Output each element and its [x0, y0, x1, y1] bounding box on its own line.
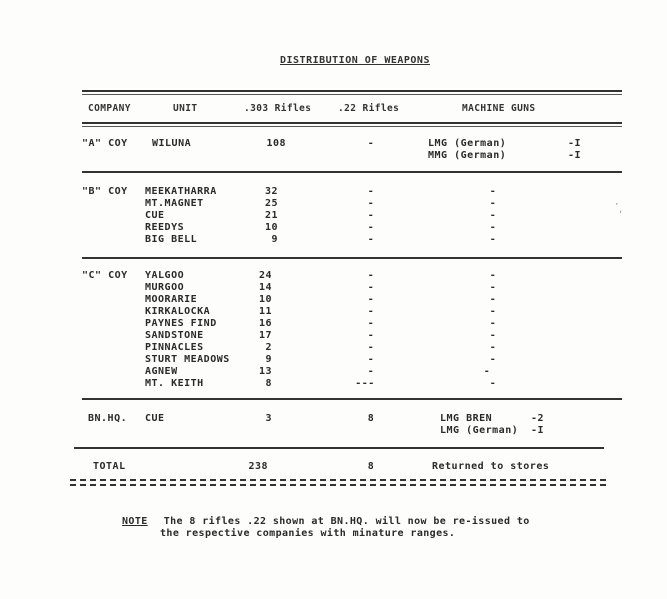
company-label: BN.HQ. — [88, 413, 128, 424]
mg-value: - — [489, 234, 497, 245]
unit-name: AGNEW — [145, 366, 178, 377]
mg-count: -I — [568, 138, 582, 149]
rifles303-value: 16 — [258, 318, 272, 329]
rifles303-value: 108 — [266, 138, 286, 149]
unit-name: BIG BELL — [145, 234, 198, 245]
header-rule — [82, 122, 622, 124]
group-rule — [82, 171, 622, 173]
top-rule-2 — [82, 94, 622, 95]
rifles303-value: 2 — [265, 342, 272, 353]
mg-value: - — [489, 270, 497, 281]
rifles303-value: 9 — [265, 354, 272, 365]
rifles303-value: 32 — [264, 186, 278, 197]
rifles22-value: - — [367, 186, 375, 197]
mg-value: LMG (German) — [440, 425, 519, 436]
mg-value: - — [489, 210, 497, 221]
mg-value: - — [483, 366, 491, 377]
mg-value: - — [489, 186, 497, 197]
rifles303-value: 25 — [264, 198, 278, 209]
total-rifles303: 238 — [248, 461, 268, 472]
mg-value: LMG BREN — [440, 413, 493, 424]
unit-name: MT.MAGNET — [145, 198, 204, 209]
rifles22-value: - — [367, 210, 375, 221]
note-text-1: The 8 rifles .22 shown at BN.HQ. will now be re-issued to — [163, 516, 530, 527]
header-machine-guns: MACHINE GUNS — [462, 103, 536, 114]
rifles22-value: 8 — [367, 413, 375, 424]
rifles22-value: - — [367, 198, 375, 209]
mg-count: -I — [531, 425, 545, 436]
mg-value: - — [489, 330, 497, 341]
rifles303-value: 3 — [265, 413, 272, 424]
group-rule — [82, 257, 622, 259]
header-unit: UNIT — [173, 103, 198, 114]
mg-value: MMG (German) — [428, 150, 507, 161]
rifles303-value: 11 — [258, 306, 272, 317]
mg-value: - — [489, 306, 497, 317]
mg-value: - — [489, 378, 497, 389]
rifles303-value: 21 — [264, 210, 278, 221]
rifles22-value: - — [367, 282, 375, 293]
rifles303-value: 17 — [258, 330, 272, 341]
rifles303-value: 10 — [258, 294, 272, 305]
margin-mark: · — [614, 200, 620, 210]
mg-value: - — [489, 342, 497, 353]
note-label: NOTE — [122, 516, 148, 527]
header-rule-2 — [82, 126, 622, 127]
rifles22-value: - — [367, 138, 375, 149]
rifles303-value: 8 — [265, 378, 272, 389]
unit-name: MEEKATHARRA — [145, 186, 217, 197]
margin-mark: ' — [618, 210, 624, 220]
rifles22-value: - — [367, 318, 375, 329]
total-label: TOTAL — [93, 461, 126, 472]
total-mg: Returned to stores — [432, 461, 550, 472]
rifles22-value: - — [367, 294, 375, 305]
mg-value: - — [489, 282, 497, 293]
rifles22-value: - — [367, 342, 375, 353]
unit-name: STURT MEADOWS — [145, 354, 230, 365]
rifles22-value: - — [367, 306, 375, 317]
note-line-1 — [122, 516, 530, 527]
unit-name: CUE — [145, 413, 165, 424]
unit-name: PINNACLES — [145, 342, 204, 353]
unit-name: WILUNA — [152, 138, 192, 149]
mg-value: - — [489, 198, 497, 209]
mg-value: LMG (German) — [428, 138, 507, 149]
total-rifles22: 8 — [367, 461, 375, 472]
company-label: "C" COY — [82, 270, 128, 281]
unit-name: PAYNES FIND — [145, 318, 217, 329]
rifles22-value: - — [367, 270, 375, 281]
unit-name: CUE — [145, 210, 165, 221]
header-company: COMPANY — [88, 103, 131, 114]
rifles303-value: 24 — [258, 270, 272, 281]
company-label: "B" COY — [82, 186, 128, 197]
unit-name: SANDSTONE — [145, 330, 204, 341]
top-rule — [82, 90, 622, 92]
mg-value: - — [489, 354, 497, 365]
unit-name: YALGOO — [145, 270, 185, 281]
rifles22-value: - — [367, 234, 375, 245]
rifles303-value: 10 — [264, 222, 278, 233]
unit-name: MT. KEITH — [145, 378, 204, 389]
rifles303-value: 14 — [258, 282, 272, 293]
unit-name: MURGOO — [145, 282, 185, 293]
total-double-rule-top — [70, 479, 606, 481]
rifles22-value: - — [367, 354, 375, 365]
unit-name: MOORARIE — [145, 294, 198, 305]
total-rule — [74, 447, 604, 449]
rifles22-value: - — [367, 222, 375, 233]
document-title: DISTRIBUTION OF WEAPONS — [280, 55, 430, 66]
mg-count: -I — [568, 150, 582, 161]
mg-value: - — [489, 222, 497, 233]
company-label: "A" COY — [82, 138, 128, 149]
header-rifles22: .22 Rifles — [338, 103, 400, 114]
mg-count: -2 — [531, 413, 545, 424]
rifles303-value: 9 — [271, 234, 278, 245]
unit-name: REEDYS — [145, 222, 185, 233]
header-rifles303: .303 Rifles — [244, 103, 312, 114]
mg-value: - — [489, 294, 497, 305]
rifles22-value: - — [367, 366, 375, 377]
rifles303-value: 13 — [258, 366, 272, 377]
note-text-2: the respective companies with minature ranges. — [160, 528, 456, 539]
total-double-rule-bottom — [70, 484, 606, 486]
rifles22-value: --- — [355, 378, 375, 389]
unit-name: KIRKALOCKA — [145, 306, 211, 317]
group-rule — [82, 398, 622, 400]
rifles22-value: - — [367, 330, 375, 341]
mg-value: - — [489, 318, 497, 329]
